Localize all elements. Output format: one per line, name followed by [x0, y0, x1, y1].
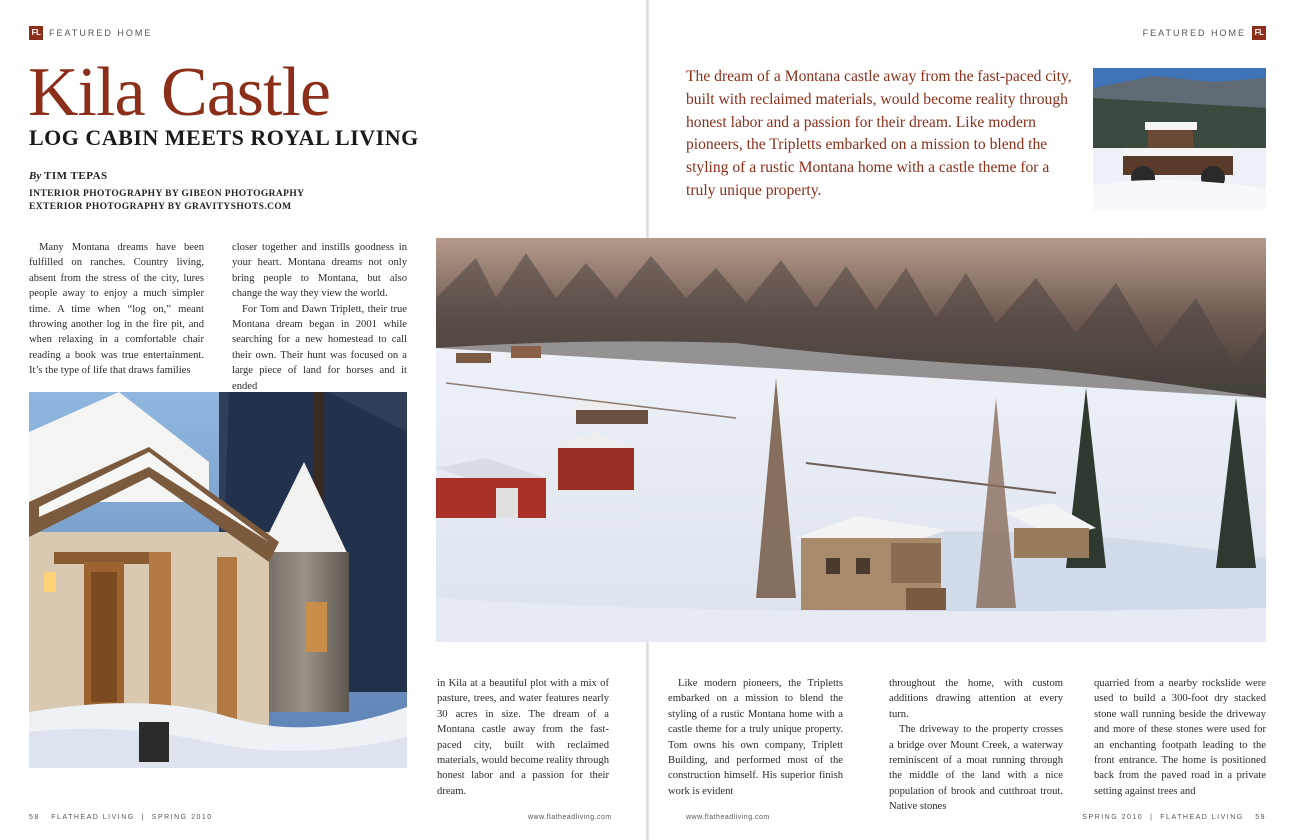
fl-logo-icon: FL — [29, 26, 43, 40]
kicker-right-label: FEATURED HOME — [1142, 28, 1246, 38]
photo-credits — [29, 188, 304, 214]
paragraph: Like modern pioneers, the Tripletts embarked on a mission to blend the styling of a rustic Montana home with a castle theme for a truly unique property. Tom owns his own company, Triplett Building, and performed most of the construction himself. His superior finish work is evident — [668, 678, 843, 797]
kicker-left-label: FEATURED HOME — [49, 28, 153, 38]
body-column-4 — [668, 676, 843, 799]
paragraph: closer together and instills goodness in your heart. Montana dreams not only bring people to Montana, but also change the way they view the world. — [232, 242, 407, 300]
paragraph: The driveway to the property crosses a bridge over Mount Creek, a waterway reminiscent of a moat running through the middle of the land with a nice population of brook and cutthroat trout. Native stones — [889, 724, 1063, 813]
body-column-1 — [29, 240, 204, 379]
paragraph: For Tom and Dawn Triplett, their true Montana dream began in 2001 while searching for a new homestead to call their own. Their hunt was focused on a large piece of land for horses and it ended — [232, 303, 407, 392]
paragraph: Many Montana dreams have been fulfilled on ranches. Country living, absent from the stress of the city, lures people away to enjoy a much simpler time. A time when “log on,” meant throwing another log in the fire pit, and when relaxing in a comfortable chair reading a book was true entertainment. It’s the type of life that draws families — [29, 242, 204, 377]
body-column-2 — [232, 240, 407, 394]
credit-exterior: EXTERIOR PHOTOGRAPHY BY GRAVITYSHOTS.COM — [29, 202, 292, 212]
footer-url-right[interactable]: www.flatheadliving.com — [686, 814, 770, 821]
paragraph: quarried from a nearby rockslide were used to build a 300-foot dry stacked stone wall running beside the driveway and more of these stones were used for an enchanting footpath leading to the front entrance. The home is positioned back from the paved road in a private setting against trees and — [1094, 678, 1266, 797]
byline — [29, 170, 108, 182]
footer-issue-left: FLATHEAD LIVING | SPRING 2010 — [51, 814, 213, 821]
house-entrance-photo — [29, 392, 407, 768]
credit-interior: INTERIOR PHOTOGRAPHY BY GIBEON PHOTOGRAPHY — [29, 189, 305, 199]
vintage-truck-photo — [1093, 68, 1266, 210]
page-number-right: 59 — [1255, 814, 1266, 821]
body-column-5 — [889, 676, 1063, 815]
paragraph: in Kila at a beautiful plot with a mix of pasture, trees, and water features nearly 30 acres in size. The dream of a Montana castle away from the fast-paced city, built with reclaimed materials, would become reality through honest labor and a passion for their dream. — [437, 678, 609, 797]
article-title: Kila Castle — [28, 54, 330, 131]
author-name: TIM TEPAS — [43, 170, 108, 182]
aerial-property-photo — [436, 238, 1266, 642]
footer-issue-right: SPRING 2010 | FLATHEAD LIVING — [1082, 814, 1244, 821]
pull-quote: The dream of a Montana castle away from the fast-paced city, built with reclaimed materials, would become reality through honest labor and a passion for their dream. Like modern pioneers, the Tripletts embarked on a mission to blend the styling of a rustic Montana home with a castle theme for a truly unique property. — [686, 68, 1072, 199]
page-number-left: 58 — [29, 814, 40, 821]
kicker-left — [29, 26, 152, 40]
kicker-right — [1143, 26, 1266, 40]
body-column-3 — [437, 676, 609, 799]
byline-prefix: By — [29, 170, 42, 182]
paragraph: throughout the home, with custom additions drawing attention at every turn. — [889, 678, 1063, 720]
footer-left — [29, 814, 213, 821]
article-subtitle: LOG CABIN MEETS ROYAL LIVING — [29, 125, 419, 150]
fl-logo-icon: FL — [1252, 26, 1266, 40]
footer-url-left[interactable]: www.flatheadliving.com — [528, 814, 612, 821]
body-column-6 — [1094, 676, 1266, 799]
footer-right — [1082, 814, 1266, 821]
